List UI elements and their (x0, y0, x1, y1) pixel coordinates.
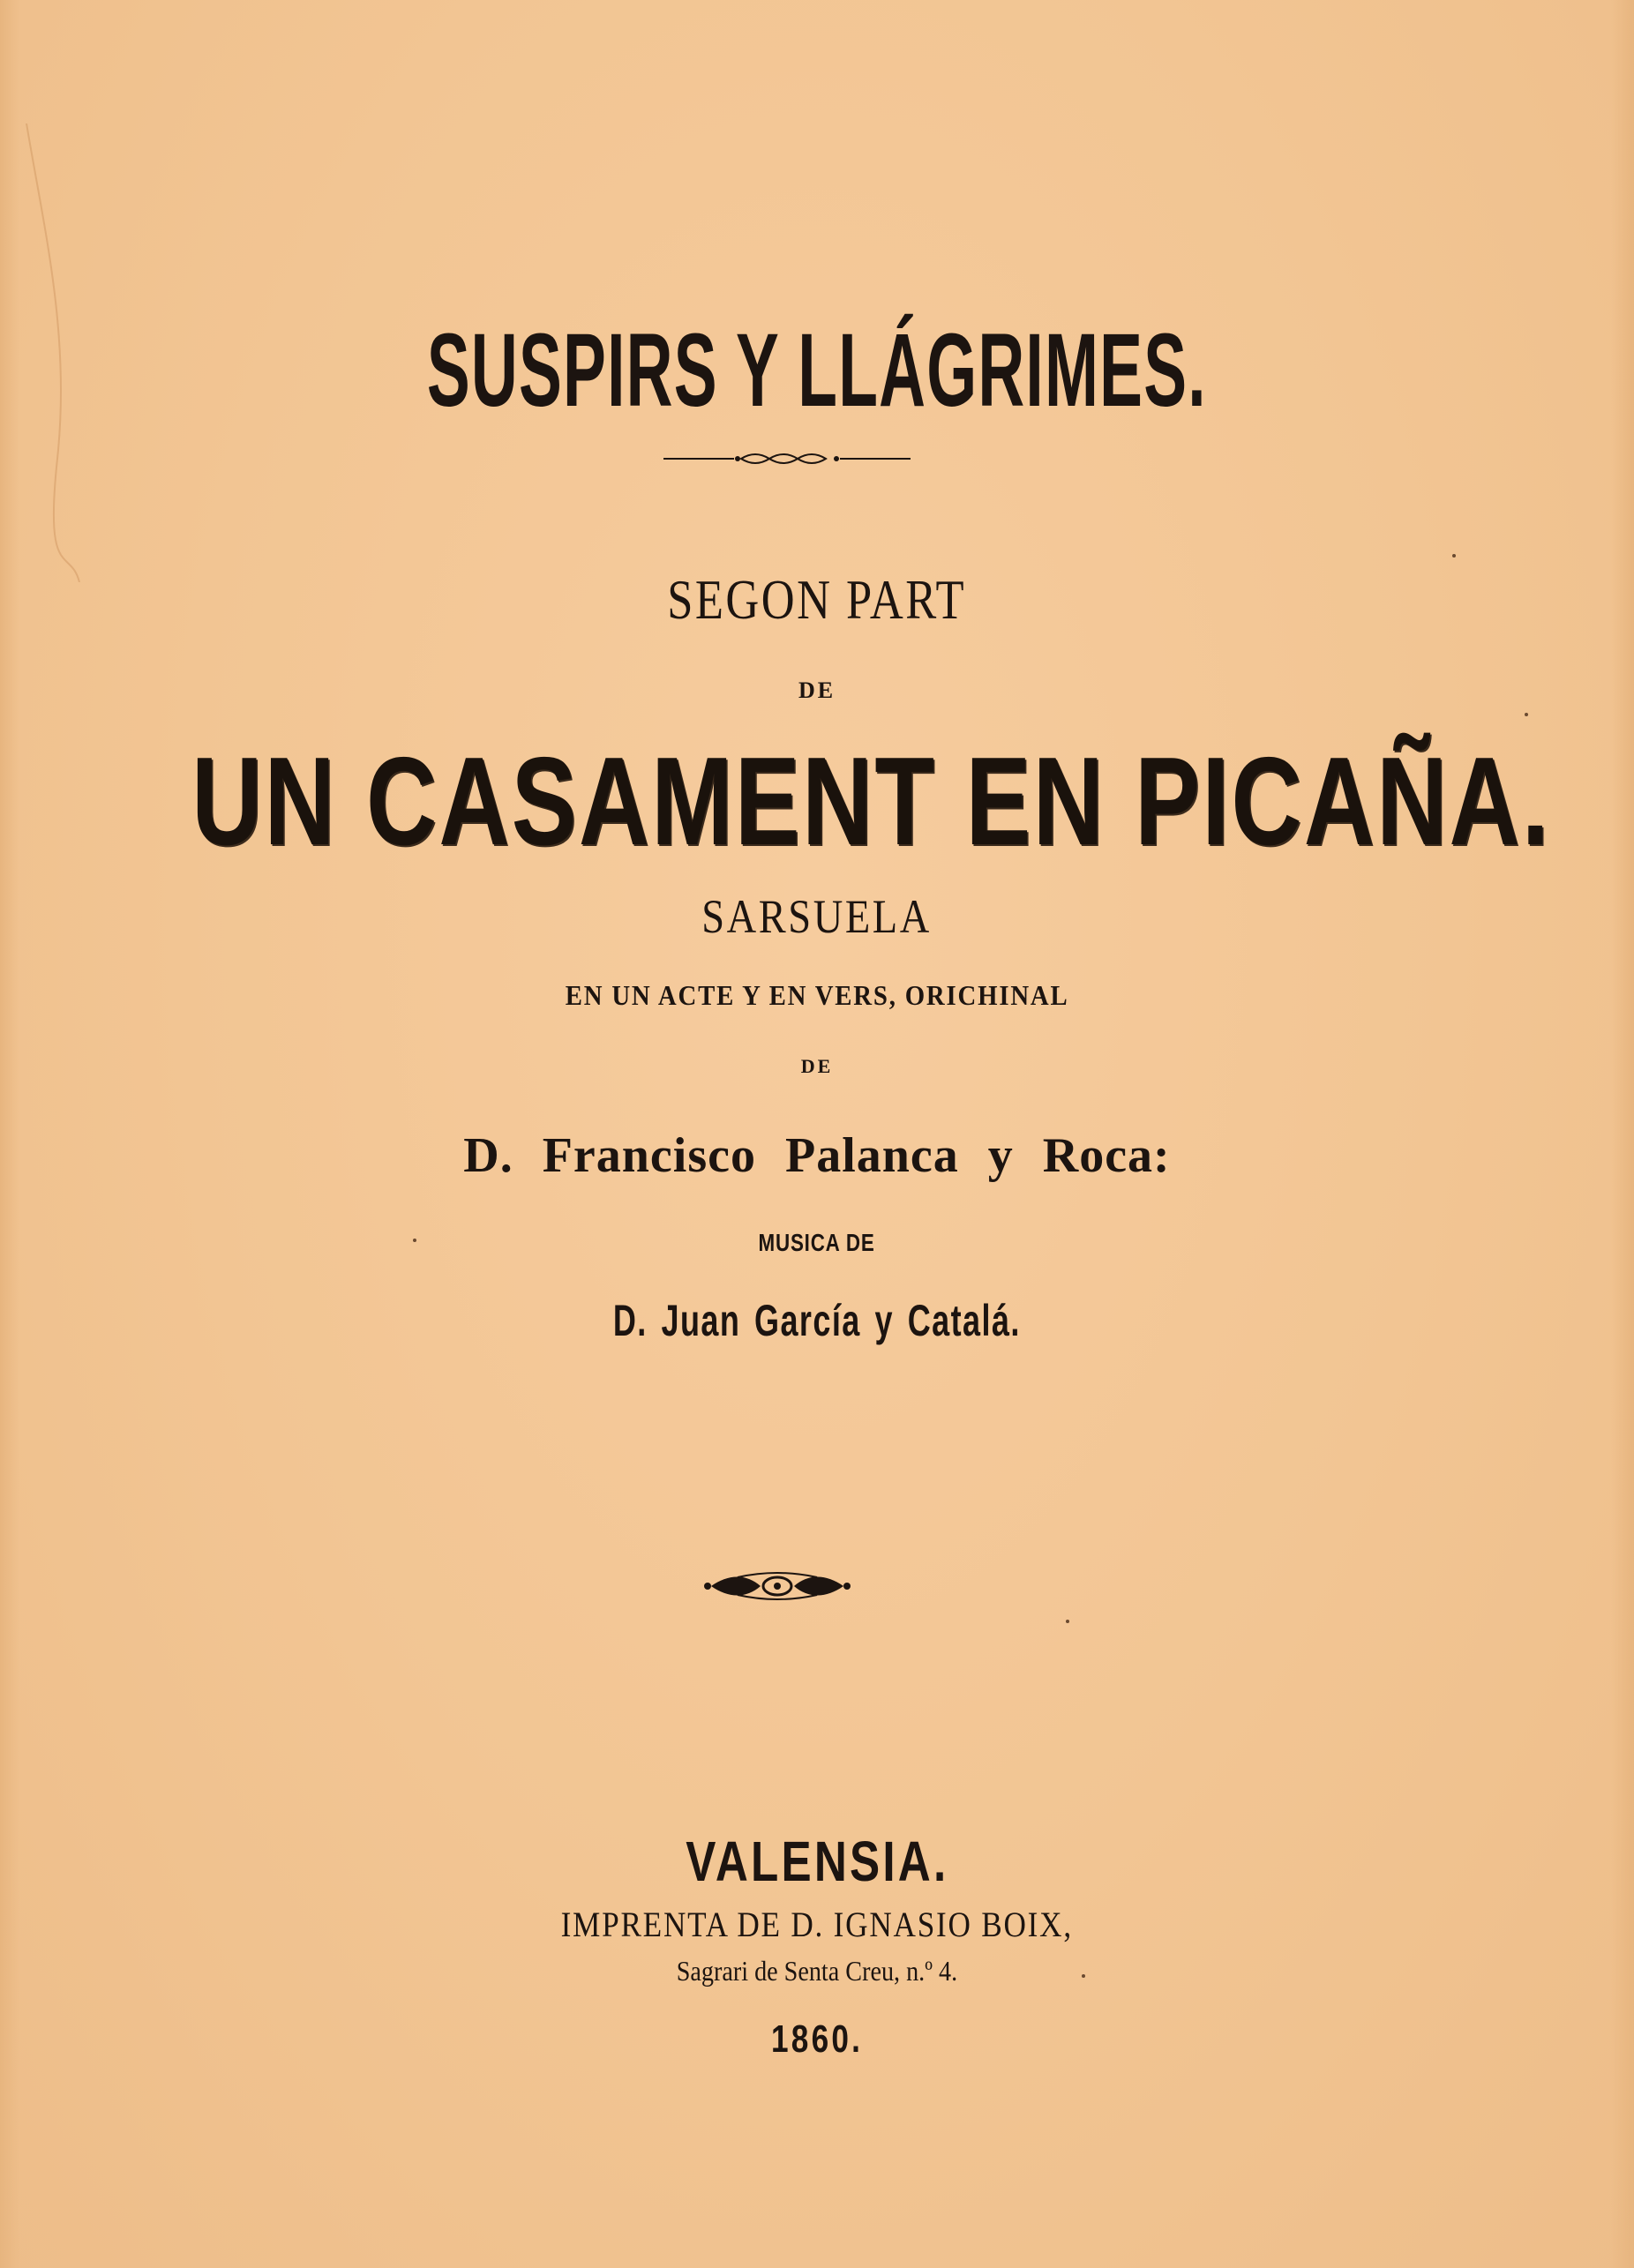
genre: SARSUELA (701, 890, 933, 943)
publication-year: 1860. (770, 2017, 864, 2061)
subtitle: SEGON PART (667, 568, 967, 631)
fleuron-ornament-icon (702, 1570, 852, 1602)
paper-speck (1082, 1974, 1085, 1978)
paper-speck (1066, 1620, 1069, 1623)
author: D. Francisco Palanca y Roca: (463, 1128, 1171, 1183)
paper-speck (413, 1239, 416, 1242)
city: VALENSIA. (685, 1830, 949, 1893)
work-title: SUSPIRS Y LLÁGRIMES. (427, 312, 1207, 429)
music-label: MUSICA DE (758, 1229, 876, 1256)
connector-de-author: DE (800, 1055, 834, 1077)
ornamental-rule-icon (663, 448, 911, 469)
composer: D. Juan García y Catalá. (612, 1296, 1022, 1345)
main-title: UN CASAMENT EN PICAÑA. (191, 731, 1551, 872)
paper-speck (1525, 713, 1528, 716)
printer-address: Sagrari de Senta Creu, n.º 4. (676, 1955, 958, 1987)
connector-de: DE (798, 677, 836, 703)
description: EN UN ACTE Y EN VERS, ORICHINAL (565, 979, 1069, 1011)
printer: IMPRENTA DE D. IGNASIO BOIX, (560, 1905, 1074, 1944)
paper-speck (1452, 554, 1456, 558)
